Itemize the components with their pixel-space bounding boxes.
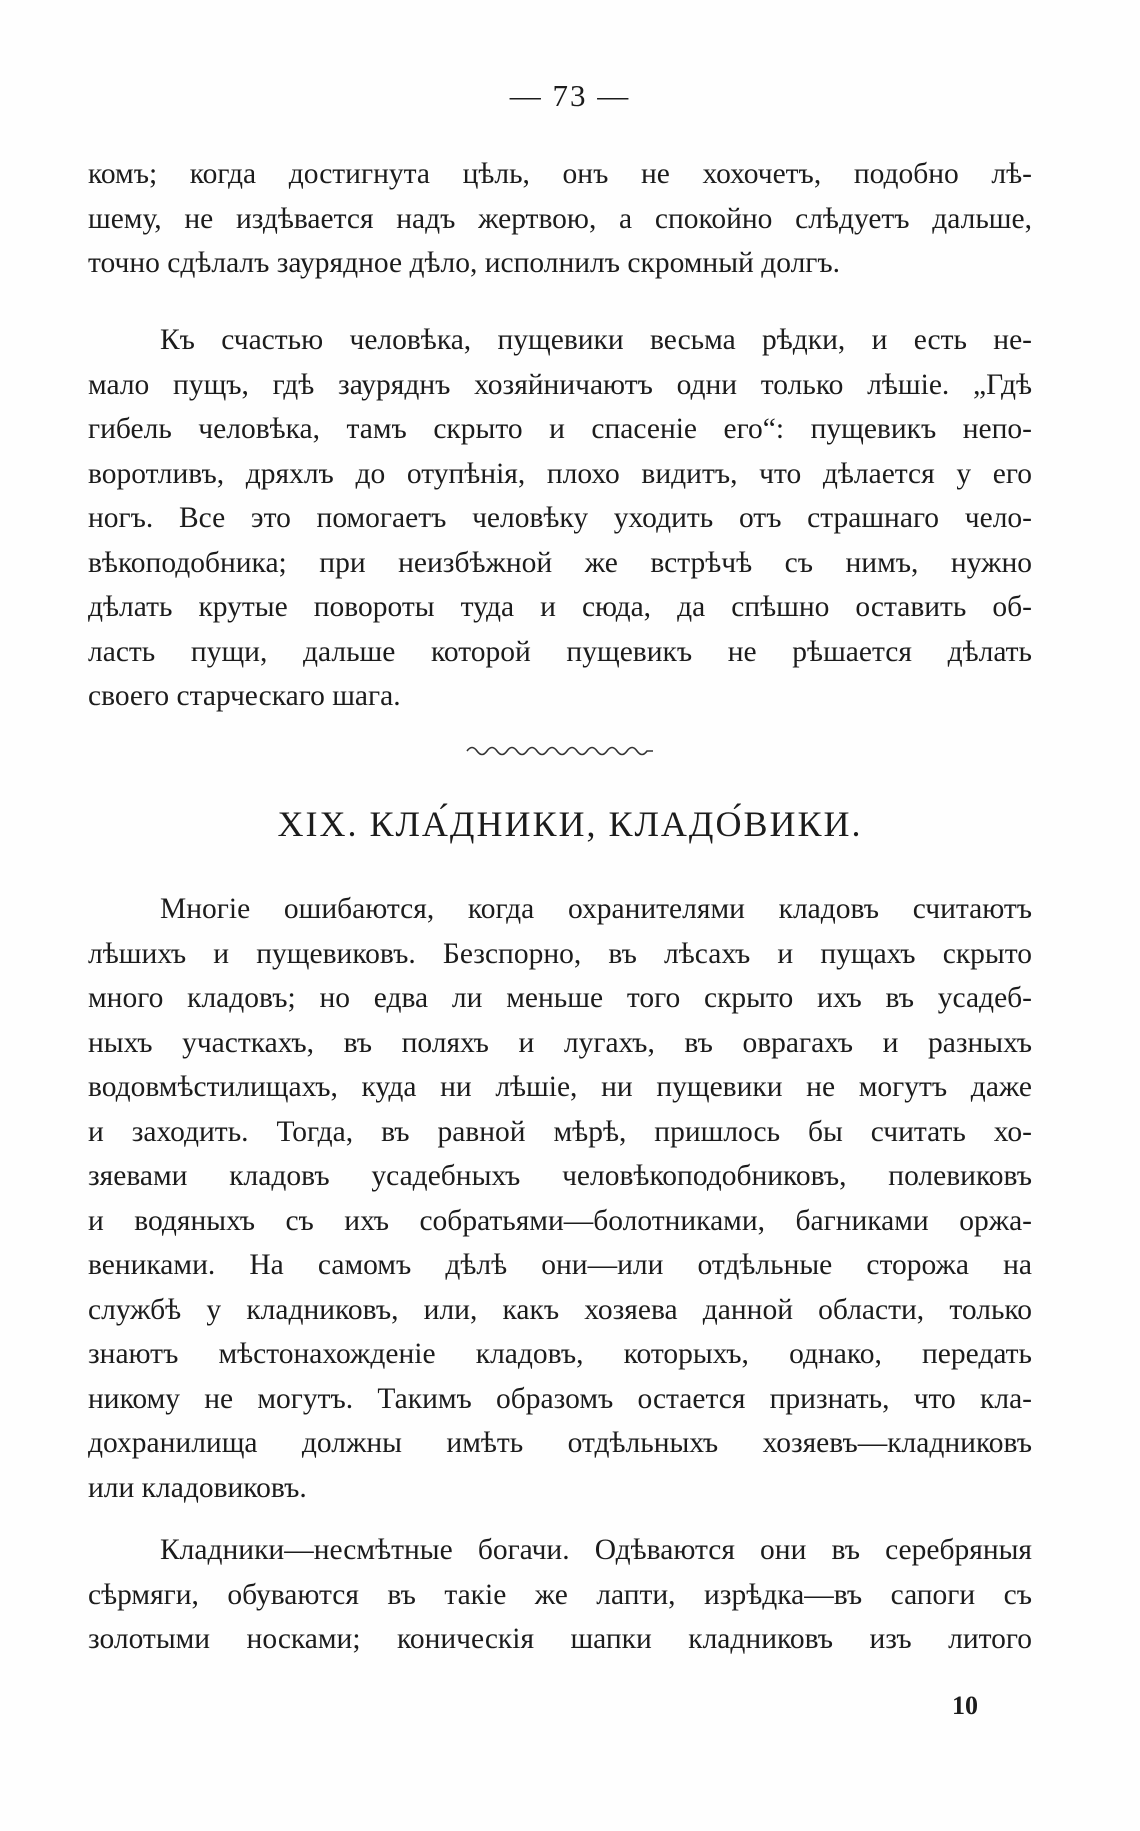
section-heading: XIX. КЛА́ДНИКИ, КЛАДО́ВИКИ. (277, 804, 863, 844)
text-line: вѣкоподобника; при неизбѣжной же встрѣчѣ съ нимъ, нужно (88, 546, 1032, 579)
text-line: мало пущъ, гдѣ зауряднъ хозяйничаютъ одни только лѣшiе. „Гдѣ (88, 368, 1032, 401)
text-line: ныхъ участкахъ, въ поляхъ и лугахъ, въ оврагахъ и разныхъ (88, 1026, 1032, 1059)
text-line: дохранилища должны имѣть отдѣльныхъ хозяевъ—кладниковъ (88, 1427, 1032, 1459)
text-line: зяевами кладовъ усадебныхъ человѣкоподобниковъ, полевиковъ (88, 1160, 1032, 1192)
paragraph-pushcheviki (88, 318, 1032, 719)
paragraph-continuation (88, 152, 1032, 286)
text-line: воротливъ, дряхлъ до отупѣнiя, плохо видитъ, что дѣлается у его (88, 457, 1032, 490)
text-line: гибель человѣка, тамъ скрыто и спасенiе его“: пущевикъ непо- (88, 413, 1032, 445)
text-line: Кладники—несмѣтные богачи. Одѣваются они въ серебряныя (160, 1534, 1032, 1566)
text-line: золотыми носками; коническiя шапки кладниковъ изъ литого (88, 1623, 1032, 1655)
wavy-divider-ornament (465, 742, 655, 756)
text-line: и водяныхъ съ ихъ собратьями—болотниками, багниками оржа- (88, 1204, 1032, 1237)
text-line: Къ счастью человѣка, пущевики весьма рѣдки, и есть не- (160, 324, 1032, 356)
paragraph-kladniki-wealth (88, 1528, 1032, 1662)
page-number: — 73 — (509, 78, 631, 113)
text-line: лѣшихъ и пущевиковъ. Безспорно, въ лѣсахъ и пущахъ скрыто (88, 937, 1032, 970)
text-line: ласть пущи, дальше которой пущевикъ не рѣшается дѣлать (88, 635, 1032, 668)
text-line: сѣрмяги, обуваются въ такiе же лапти, изрѣдка—въ сапоги съ (88, 1578, 1032, 1611)
text-line: или кладовиковъ. (88, 1471, 307, 1504)
text-line: знаютъ мѣстонахожденiе кладовъ, которыхъ, однако, передать (88, 1338, 1032, 1370)
text-line: Многiе ошибаются, когда охранителями кладовъ считаютъ (160, 893, 1032, 925)
signature-mark: 10 (952, 1691, 978, 1720)
text-line: службѣ у кладниковъ, или, какъ хозяева данной области, только (88, 1293, 1032, 1326)
text-line: никому не могутъ. Такимъ образомъ остается признать, что кла- (88, 1382, 1032, 1415)
text-line: ногъ. Все это помогаетъ человѣку уходить отъ страшнаго чело- (88, 502, 1032, 534)
text-line: водовмѣстилищахъ, куда ни лѣшiе, ни пущевики не могутъ даже (88, 1071, 1032, 1103)
paragraph-kladniki-intro (88, 887, 1032, 1510)
text-line: своего старческаго шага. (88, 680, 401, 712)
text-line: точно сдѣлалъ заурядное дѣло, исполнилъ скромный долгъ. (88, 247, 841, 279)
text-line: вениками. На самомъ дѣлѣ они—или отдѣльные сторожа на (88, 1249, 1032, 1281)
text-line: шему, не издѣвается надъ жертвою, а спокойно слѣдуетъ дальше, (88, 202, 1032, 235)
text-line: комъ; когда достигнута цѣль, онъ не хохочетъ, подобно лѣ- (88, 158, 1032, 190)
text-line: и заходить. Тогда, въ равной мѣрѣ, пришлось бы считать хо- (88, 1115, 1032, 1148)
text-line: много кладовъ; но едва ли меньше того скрыто ихъ въ усадеб- (88, 982, 1032, 1014)
text-line: дѣлать крутые повороты туда и сюда, да спѣшно оставить об- (88, 591, 1032, 623)
